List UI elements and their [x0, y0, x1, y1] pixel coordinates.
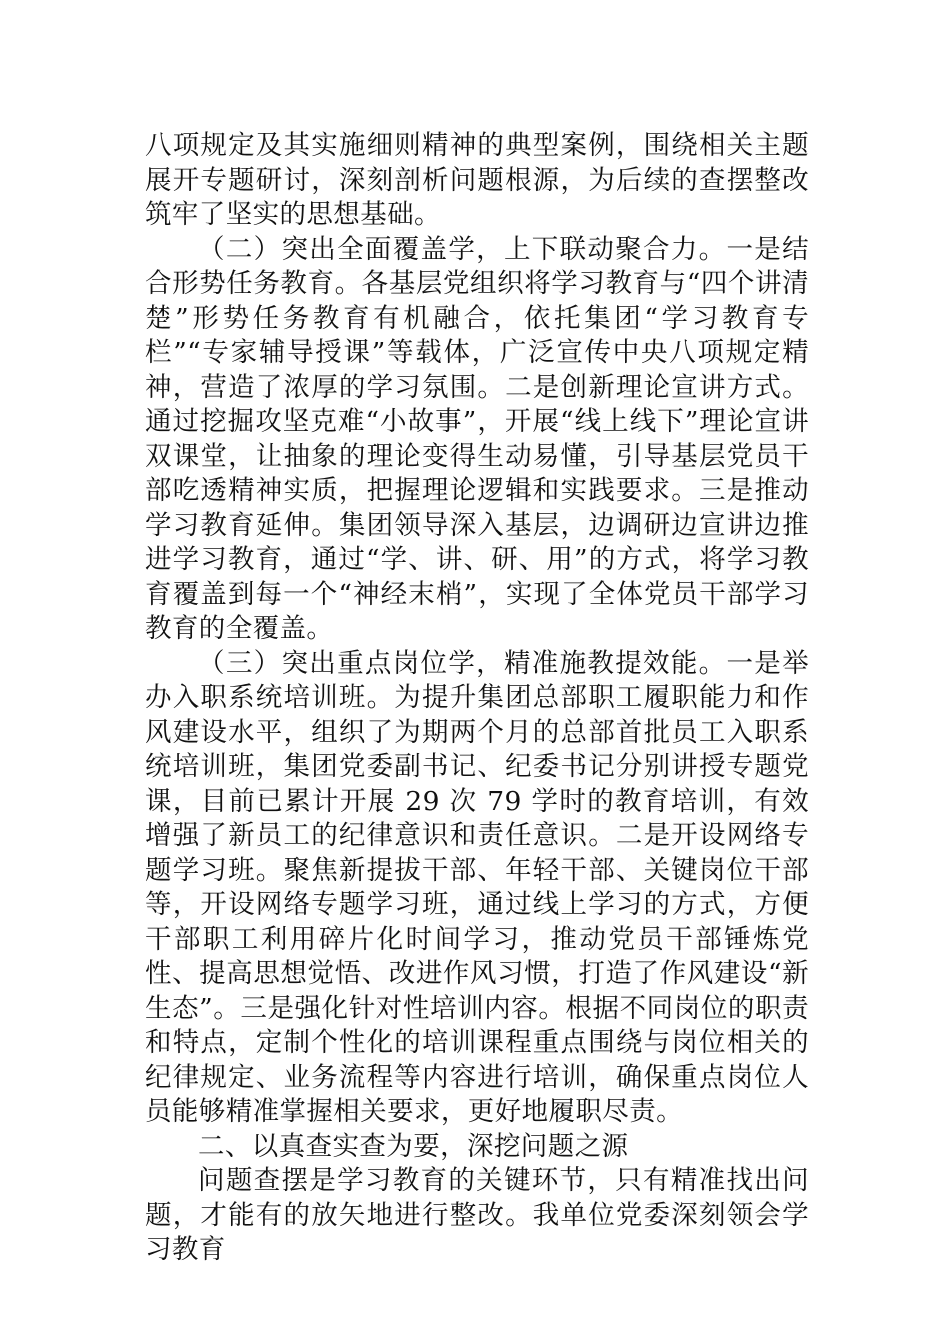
- paragraph-case-study-continuation: 八项规定及其实施细则精神的典型案例，围绕相关主题展开专题研讨，深刻剖析问题根源，为后续的查摆整改筑牢了坚实的思想基础。: [145, 130, 809, 230]
- section-heading-problem-finding: 二、以真查实查为要，深挖问题之源: [198, 1130, 629, 1162]
- paragraph-key-post-learning: （三）突出重点岗位学，精准施教提效能。一是举办入职系统培训班。为提升集团总部职工履职能力和作风建设水平，组织了为期两个月的总部首批员工入职系统培训班，集团党委副书记、纪委书记分别讲授专题党课，目前已累计开展 29 次 79 学时的教育培训，有效增强了新员工的纪律意识和责任意识。二是开设网络专题学习班。聚焦新提拔干部、年轻干部、关键岗位干部等，开设网络专题学习班，通过线上学习的方式，方便干部职工利用碎片化时间学习，推动党员干部锤炼党性、提高思想觉悟、改进作风习惯，打造了作风建设“新生态”。三是强化针对性培训内容。根据不同岗位的职责和特点，定制个性化的培训课程重点围绕与岗位相关的纪律规定、业务流程等内容进行培训，确保重点岗位人员能够精准掌握相关要求，更好地履职尽责。: [145, 647, 809, 1127]
- paragraph-full-coverage-learning: （二）突出全面覆盖学，上下联动聚合力。一是结合形势任务教育。各基层党组织将学习教育与“四个讲清楚”形势任务教育有机融合，依托集团“学习教育专栏”“专家辅导授课”等载体，广泛宣传中央八项规定精神，营造了浓厚的学习氛围。二是创新理论宣讲方式。通过挖掘攻坚克难“小故事”，开展“线上线下”理论宣讲双课堂，让抽象的理论变得生动易懂，引导基层党员干部吃透精神实质，把握理论逻辑和实践要求。三是推动学习教育延伸。集团领导深入基层，边调研边宣讲边推进学习教育，通过“学、讲、研、用”的方式，将学习教育覆盖到每一个“神经末梢”，实现了全体党员干部学习教育的全覆盖。: [145, 233, 809, 644]
- document-body: [145, 129, 809, 1268]
- paragraph-problem-finding-intro: 问题查摆是学习教育的关键环节，只有精准找出问题，才能有的放矢地进行整改。我单位党委深刻领会学习教育: [145, 1165, 809, 1265]
